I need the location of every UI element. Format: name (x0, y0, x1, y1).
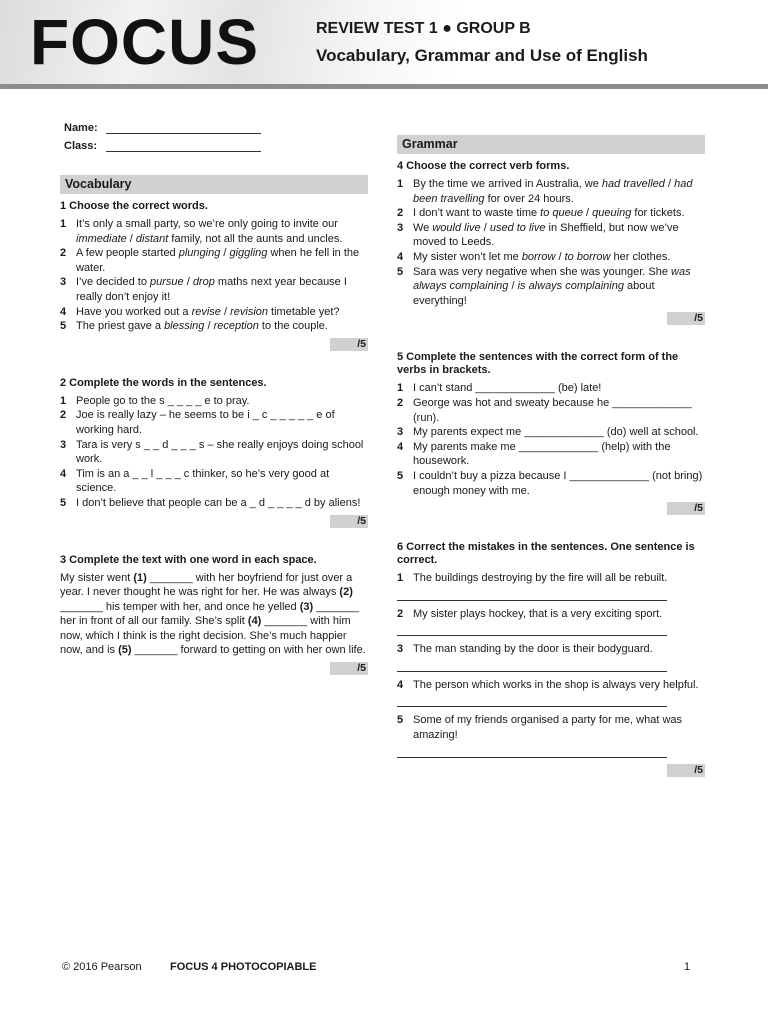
list-item (60, 438, 368, 467)
item-number: 2 (60, 247, 67, 260)
task-6 (397, 541, 705, 777)
item-text: My sister won’t let me borrow / to borrow her clothes. (413, 250, 671, 263)
item-text: Joe is really lazy – he seems to be i _ c _ _ _ _ _ e of working hard. (76, 409, 335, 436)
task-5-score: /5 (397, 502, 705, 515)
list-item (60, 467, 368, 496)
item-number: 2 (397, 607, 404, 620)
task-1-score: /5 (60, 338, 368, 351)
item-number: 5 (60, 496, 67, 509)
footer-label: FOCUS 4 PHOTOCOPIABLE (170, 961, 317, 973)
item-text: The person which works in the shop is always very helpful. (413, 678, 699, 691)
item-number: 3 (397, 426, 404, 439)
task-3 (60, 554, 368, 676)
task-4 (397, 160, 705, 325)
list-item (60, 217, 368, 246)
task-3-score: /5 (60, 662, 368, 675)
item-number: 4 (397, 678, 404, 691)
list-item (60, 246, 368, 275)
list-item (397, 250, 705, 265)
item-text: Tim is an a _ _ l _ _ _ c thinker, so he’s very good at science. (76, 467, 330, 495)
footer-page-number: 1 (684, 961, 691, 973)
item-text: I don’t believe that people can be a _ d _ _ _ _ d by aliens! (76, 496, 361, 509)
item-text: I’ve decided to pursue / drop maths next year because I really don’t enjoy it! (76, 276, 347, 303)
list-item (397, 713, 705, 742)
class-line (106, 151, 261, 152)
list-item (397, 425, 705, 440)
item-number: 3 (60, 438, 67, 451)
item-number: 1 (397, 382, 404, 395)
list-item (397, 221, 705, 250)
item-number: 1 (60, 394, 67, 407)
item-number: 2 (60, 409, 67, 422)
task-6-title: 6 Correct the mistakes in the sentences. One sentence is correct. (397, 541, 695, 567)
task-1 (60, 200, 368, 351)
footer-copyright: © 2016 Pearson (62, 961, 142, 973)
item-text: The buildings destroying by the fire will all be rebuilt. (413, 572, 668, 585)
item-number: 4 (397, 440, 404, 453)
item-number: 1 (60, 218, 67, 230)
item-text: I can’t stand _____________ (be) late! (413, 382, 602, 395)
list-item (60, 496, 368, 511)
item-text: Some of my friends organised a party for me, what was amazing! (413, 714, 683, 742)
item-text: My parents make me _____________ (help) with the housework. (413, 440, 671, 468)
task-2 (60, 377, 368, 528)
item-number: 3 (60, 276, 67, 289)
item-text: I couldn’t buy a pizza because I _____________ (not bring) enough money with me. (413, 469, 703, 497)
task-4-items (397, 177, 705, 308)
item-text: It’s only a small party, so we’re only going to invite our immediate / distant family, not all the aunts and uncles. (76, 218, 343, 245)
item-number: 4 (60, 467, 67, 480)
item-number: 4 (60, 305, 67, 318)
list-item (60, 408, 368, 437)
task-1-title: 1 Choose the correct words. (60, 200, 208, 212)
task-5 (397, 351, 705, 515)
list-item (397, 265, 705, 309)
item-number: 5 (60, 320, 67, 333)
answer-line[interactable] (397, 696, 667, 707)
item-number: 5 (397, 469, 404, 482)
grammar-heading: Grammar (397, 135, 705, 154)
list-item (397, 177, 705, 206)
task-1-items (60, 217, 368, 334)
item-text: George was hot and sweaty because he _____________ (run). (413, 396, 692, 424)
class-field[interactable] (64, 140, 97, 152)
task-5-title: 5 Complete the sentences with the correct form of the verbs in brackets. (397, 351, 679, 377)
item-number: 1 (397, 572, 404, 585)
list-item (397, 440, 705, 469)
item-text: Tara is very s _ _ d _ _ _ s – she really enjoys doing school work. (76, 438, 364, 466)
name-line (106, 133, 261, 134)
list-item (60, 275, 368, 304)
item-number: 1 (397, 178, 404, 190)
answer-line[interactable] (397, 661, 667, 672)
task-6-score: /5 (397, 764, 705, 777)
list-item (397, 571, 705, 586)
item-text: The priest gave a blessing / reception to the couple. (76, 320, 328, 333)
answer-line[interactable] (397, 747, 667, 758)
vocabulary-heading: Vocabulary (60, 175, 368, 194)
task-4-score: /5 (397, 312, 705, 325)
item-number: 5 (397, 265, 404, 278)
header-divider (0, 84, 768, 89)
item-text: Have you worked out a revise / revision timetable yet? (76, 305, 340, 318)
item-number: 2 (397, 396, 404, 409)
class-label: Class: (64, 140, 98, 152)
list-item (60, 319, 368, 334)
item-text: Sara was very negative when she was younger. She was always complaining / is always complaining about everything! (413, 265, 691, 307)
item-text: My parents expect me _____________ (do) well at school. (413, 426, 699, 439)
list-item (397, 396, 705, 425)
list-item (397, 678, 705, 693)
item-text: My sister plays hockey, that is a very exciting sport. (413, 607, 663, 620)
item-text: I don’t want to waste time to queue / queuing for tickets. (413, 207, 685, 220)
item-text: By the time we arrived in Australia, we had travelled / had been travelling for over 24 hours. (413, 178, 693, 205)
task-4-title: 4 Choose the correct verb forms. (397, 160, 570, 172)
item-text: People go to the s _ _ _ _ e to pray. (76, 394, 250, 407)
test-title: REVIEW TEST 1 ● GROUP B (316, 20, 531, 37)
list-item (60, 394, 368, 409)
item-text: We would live / used to live in Sheffield, but now we’ve moved to Leeds. (413, 221, 679, 249)
task-2-title: 2 Complete the words in the sentences. (60, 376, 267, 389)
focus-logo: FOCUS (30, 6, 259, 78)
test-subtitle: Vocabulary, Grammar and Use of English (316, 46, 648, 65)
name-label: Name: (64, 122, 98, 134)
list-item (397, 469, 705, 498)
list-item (397, 642, 705, 657)
name-field[interactable] (64, 122, 98, 134)
item-text: The man standing by the door is their bodyguard. (413, 643, 653, 656)
answer-line[interactable] (397, 590, 667, 601)
task-5-items (397, 381, 705, 498)
item-text: A few people started plunging / giggling when he fell in the water. (76, 247, 360, 274)
item-number: 3 (397, 643, 404, 656)
item-number: 5 (397, 714, 404, 727)
answer-line[interactable] (397, 625, 667, 636)
task-6-items (397, 571, 705, 758)
list-item (397, 381, 705, 396)
task-2-items (60, 394, 368, 511)
task-2-score: /5 (60, 515, 368, 528)
grammar-column (397, 135, 705, 777)
item-number: 4 (397, 250, 404, 263)
task-3-text: My sister went (1) _______ with her boyfriend for just over a year. I never thought he was right for her. He was always (2) _______ his temper with her, and once he yelled (3) _______ her in front of all our family. She’s split (4) _______ with him now, which I think is the right decision. She’s much happier now, and is (5) _______ forward to getting on with her own life. (60, 571, 366, 657)
task-3-title: 3 Complete the text with one word in each space. (60, 553, 317, 566)
list-item (397, 607, 705, 622)
item-number: 2 (397, 207, 404, 220)
list-item (60, 305, 368, 320)
item-number: 3 (397, 221, 404, 234)
list-item (397, 206, 705, 221)
vocabulary-column (60, 175, 368, 675)
